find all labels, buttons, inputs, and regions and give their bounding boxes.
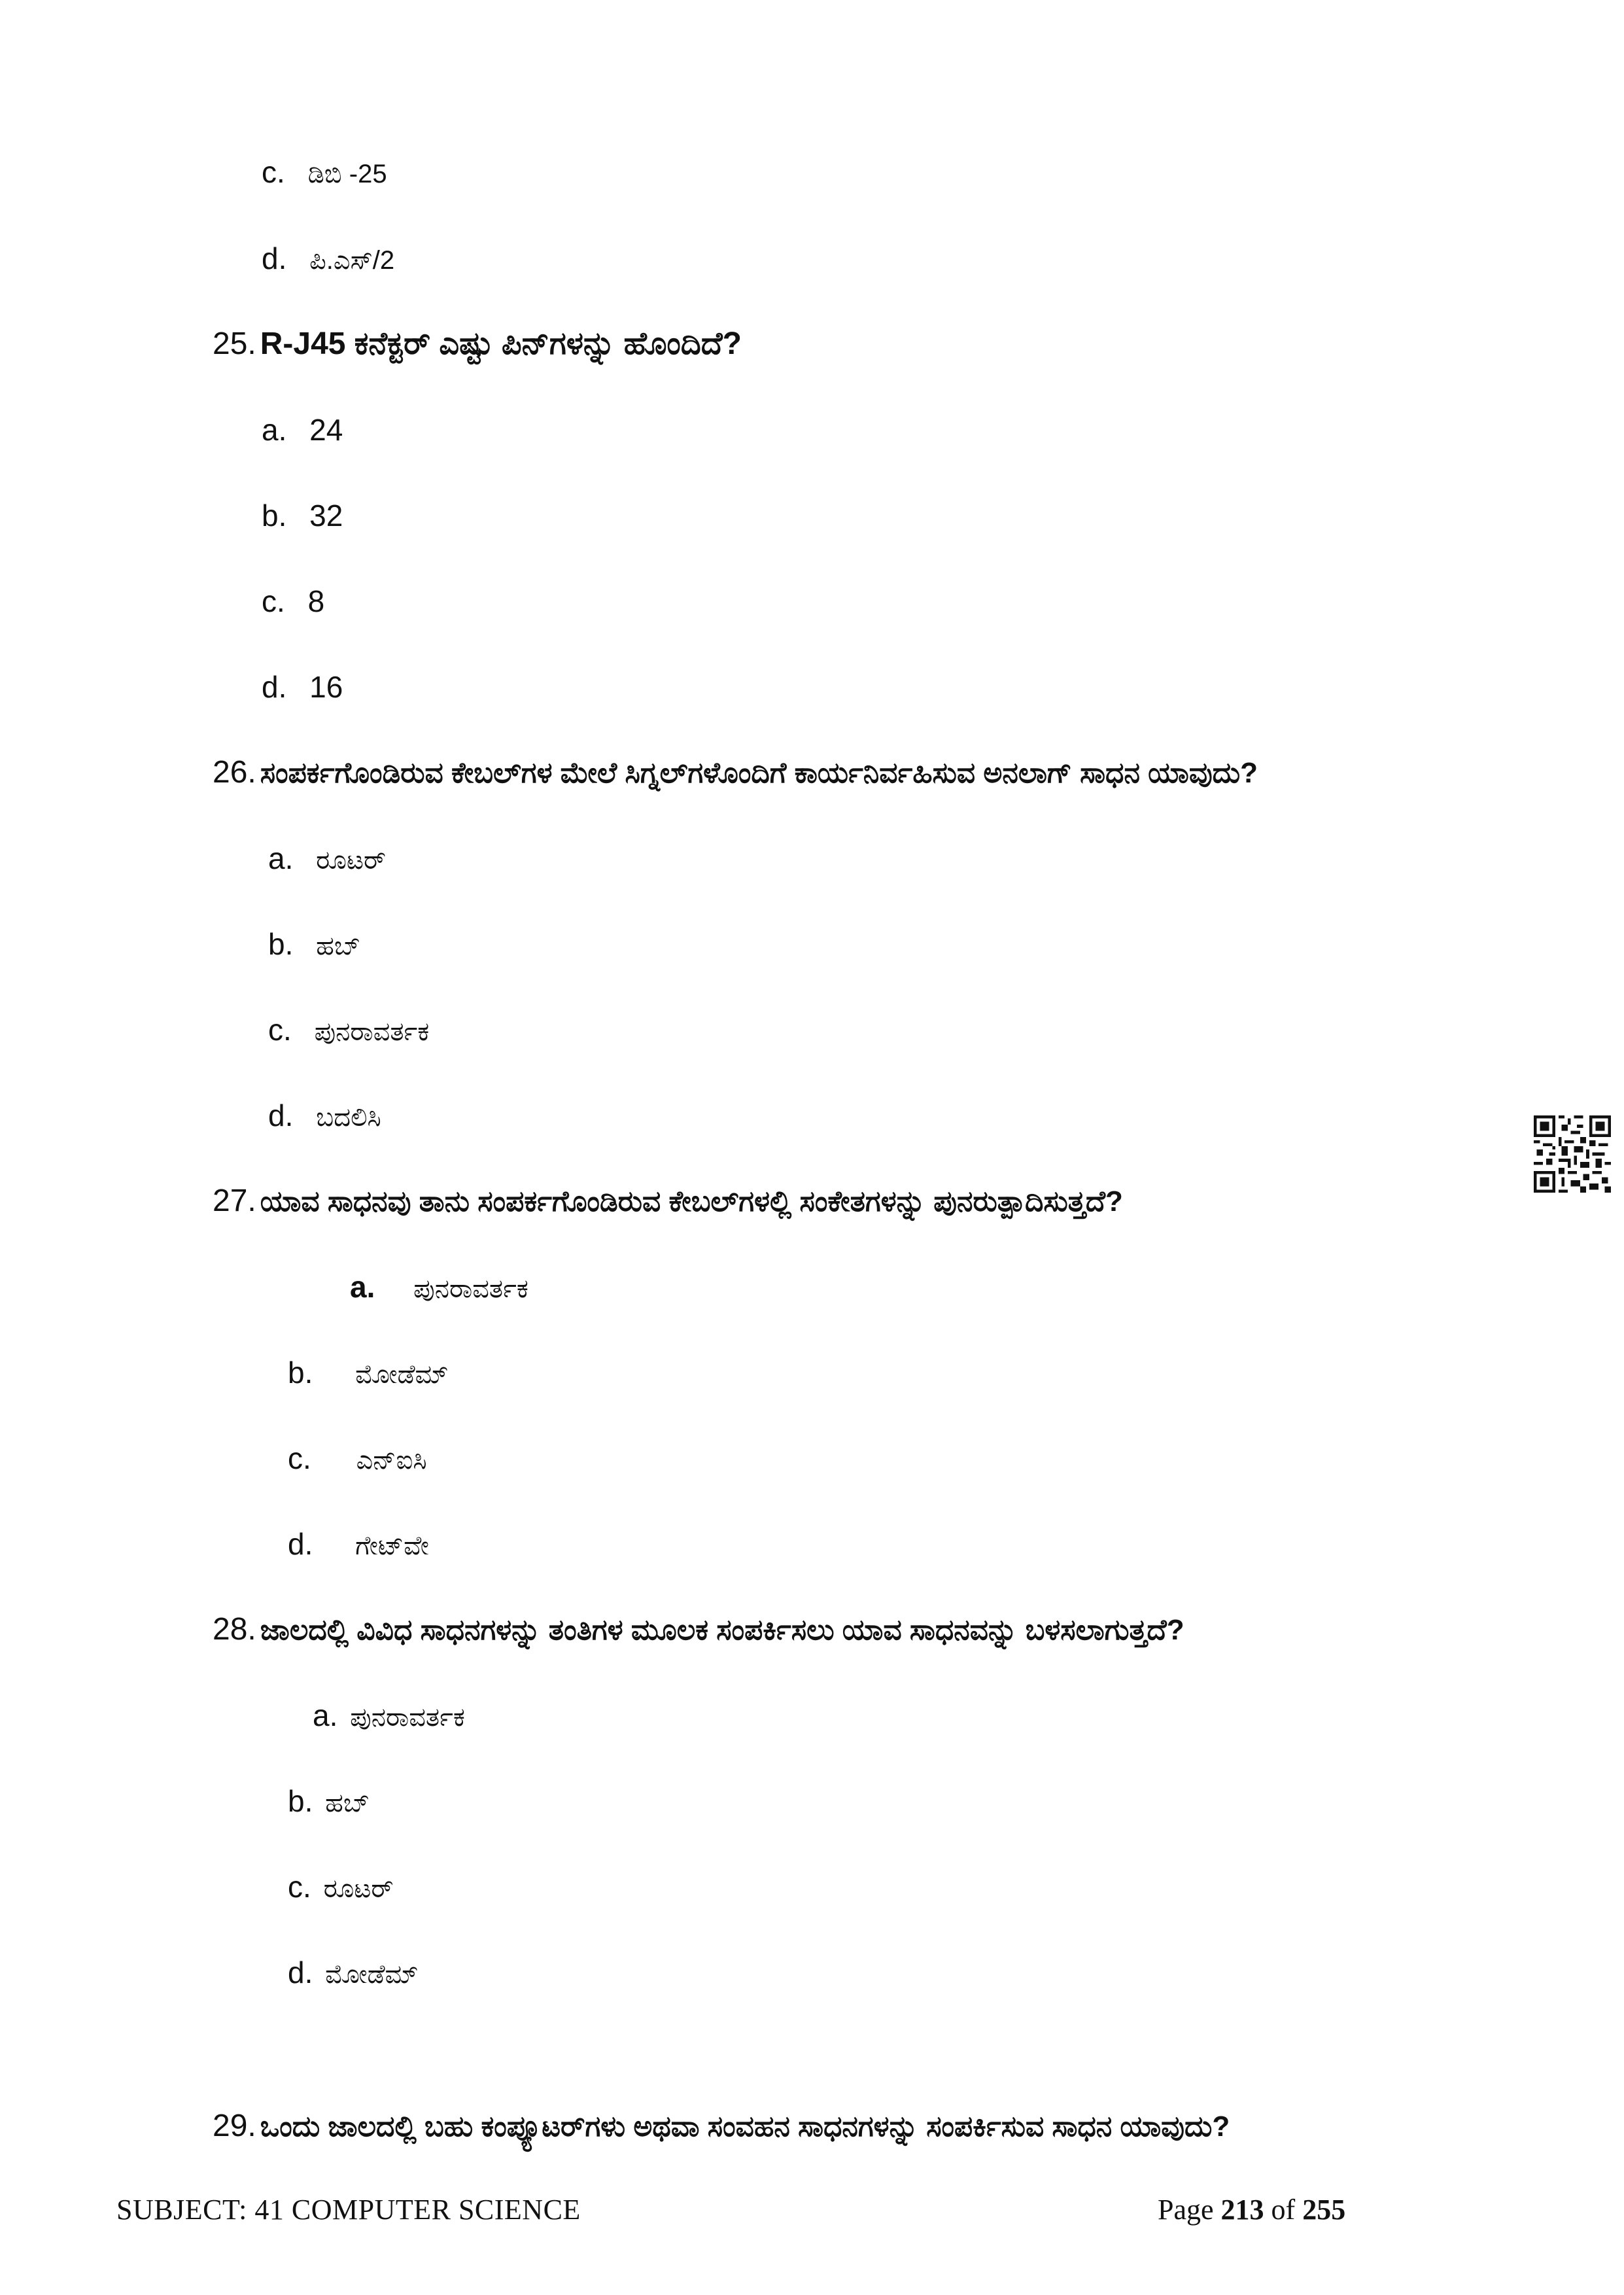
option-text: ಮೋಡೆಮ್ [355,1360,449,1389]
option-a [350,1267,528,1308]
option-letter: a. [350,1270,375,1304]
page-total: 255 [1302,2194,1346,2226]
question-number: 26. [213,755,256,790]
option-letter: d. [288,1527,313,1561]
question-text: ಒಂದು ಜಾಲದಲ್ಲಿ ಬಹು ಕಂಪ್ಯೂಟರ್‌ಗಳು ಅಥವಾ ಸಂವಹನ ಸಾಧನಗಳನ್ನು ಸಂಪರ್ಕಿಸುವ ಸಾಧನ ಯಾವುದು? [260,2111,1230,2143]
option-d [262,667,343,707]
option-text: ಪಿ.ಎಸ್/2 [309,246,395,275]
question-number: 29. [213,2109,256,2143]
question-text: ಜಾಲದಲ್ಲಿ ವಿವಿಧ ಸಾಧನಗಳನ್ನು ತಂತಿಗಳ ಮೂಲಕ ಸಂಪರ್ಕಿಸಲು ಯಾವ ಸಾಧನವನ್ನು ಬಳಸಲಾಗುತ್ತದೆ? [260,1614,1184,1646]
page-of: of [1264,2194,1303,2226]
option-text: ಡಿಬಿ -25 [307,160,387,188]
option-letter: b. [268,927,294,961]
option-letter: b. [288,1784,313,1818]
option-text: 16 [309,670,343,704]
option-letter: a. [262,413,287,447]
option-text: ಹಬ್ [316,932,361,960]
option-text: ಎನ್ಐಸಿ [356,1446,427,1475]
option-text: ಮೋಡೆಮ್ [325,1960,419,1989]
option-letter: d. [262,241,287,275]
question-28 [213,1610,1184,1650]
option-text: ಪುನರಾವರ್ತಕ [314,1017,430,1046]
option-a [313,1696,465,1737]
option-letter: c. [288,1870,311,1904]
qr-code-icon [1534,1115,1611,1193]
question-29 [213,2107,1230,2146]
option-text: ಪುನರಾವರ್ತಕ [350,1703,465,1732]
option-letter: c. [268,1013,292,1047]
option-text: ಬದಲಿಸಿ [316,1103,381,1132]
option-c [268,1010,429,1051]
option-text: ಪುನರಾವರ್ತಕ [413,1274,528,1303]
option-letter: b. [288,1356,313,1390]
option-d [288,1953,419,1994]
option-text: 8 [307,584,325,618]
question-25 [213,324,742,364]
option-letter: d. [268,1098,294,1132]
option-letter: a. [268,841,294,875]
option-text: ರೂಟರ್ [316,846,387,875]
question-number: 25. [213,326,256,361]
option-d [268,1096,381,1137]
option-letter: c. [262,584,285,618]
option-text: 32 [309,499,343,533]
option-letter: b. [262,499,287,533]
option-d [288,1524,429,1566]
option-letter: d. [288,1955,313,1989]
question-text: ಯಾವ ಸಾಧನವು ತಾನು ಸಂಪರ್ಕಗೊಂಡಿರುವ ಕೇಬಲ್‌ಗಳಲ್ಲಿ ಸಂಕೇತಗಳನ್ನು ಪುನರುತ್ಪಾದಿಸುತ್ತದೆ? [260,1185,1123,1218]
option-a [262,410,343,449]
option-a [268,839,386,880]
question-27 [213,1182,1123,1221]
option-c [262,152,387,194]
footer-page-number [1158,2193,1345,2226]
option-c [262,582,324,621]
option-b [288,1781,370,1823]
option-letter: d. [262,670,287,704]
question-number: 28. [213,1612,256,1647]
footer-subject: SUBJECT: 41 COMPUTER SCIENCE [116,2194,581,2226]
question-number: 27. [213,1183,256,1218]
question-text: ಸಂಪರ್ಕಗೊಂಡಿರುವ ಕೇಬಲ್‌ಗಳ ಮೇಲೆ ಸಿಗ್ನಲ್‌ಗಳೊಂದಿಗೆ ಕಾರ್ಯನಿರ್ವಹಿಸುವ ಅನಲಾಗ್ ಸಾಧನ ಯಾವುದು? [260,757,1258,789]
option-text: ಗೇಟ್‌ವೇ [355,1532,429,1560]
page-prefix: Page [1158,2194,1221,2226]
option-letter: c. [262,155,285,189]
question-26 [213,753,1258,793]
option-b [262,496,343,535]
option-c [288,1867,393,1908]
option-text: ರೂಟರ್ [323,1874,394,1903]
option-b [288,1353,449,1394]
option-text: ಹಬ್ [325,1789,370,1817]
page-current: 213 [1220,2194,1264,2226]
question-text: R-J45 ಕನೆಕ್ಟರ್ ಎಷ್ಟು ಪಿನ್‌ಗಳನ್ನು ಹೊಂದಿದೆ? [260,326,742,361]
option-b [268,924,360,966]
option-d [262,239,394,280]
option-c [288,1439,427,1480]
option-letter: c. [288,1441,311,1475]
option-letter: a. [313,1698,338,1732]
option-text: 24 [309,413,343,447]
